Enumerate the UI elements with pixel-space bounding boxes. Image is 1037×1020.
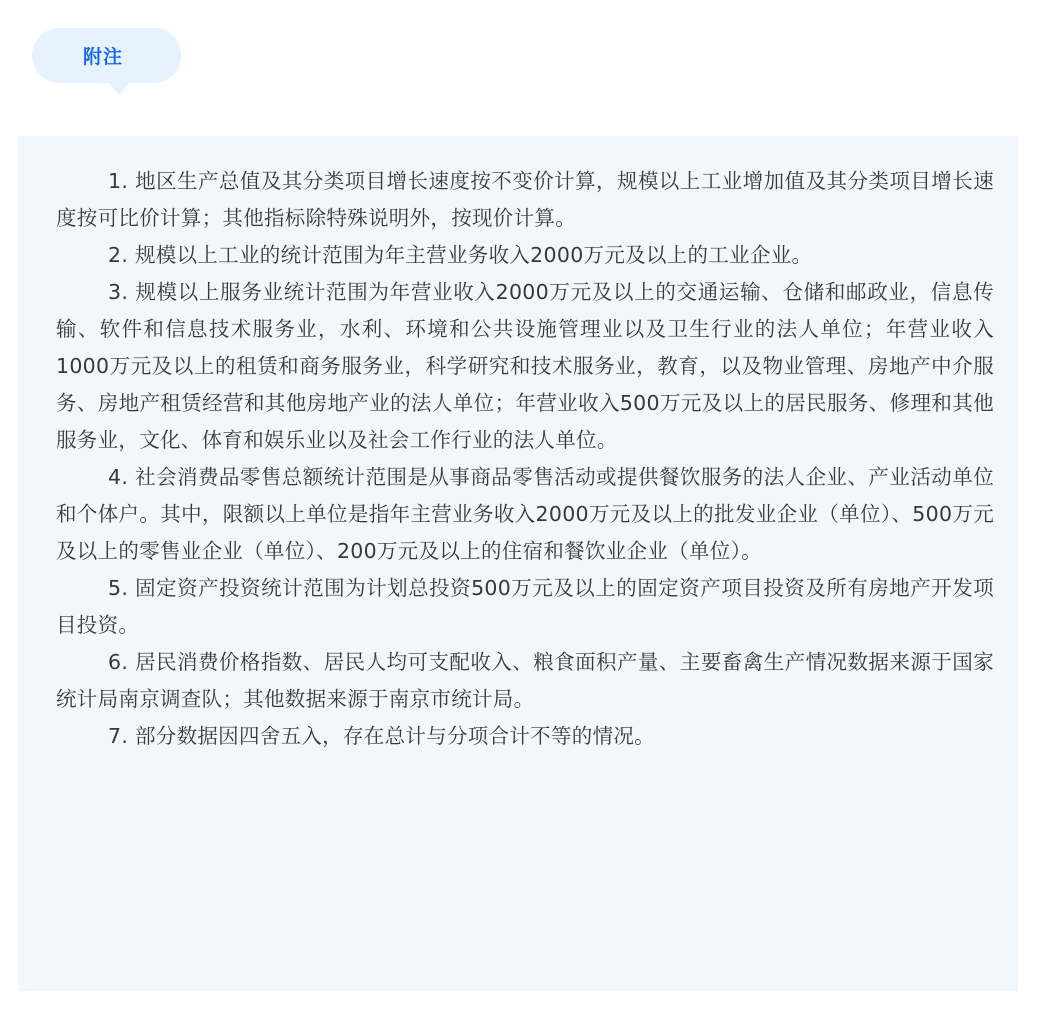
note-item-3: 3. 规模以上服务业统计范围为年营业收入2000万元及以上的交通运输、仓储和邮政业，信息传输、软件和信息技术服务业，水利、环境和公共设施管理业以及卫生行业的法人单位；年营业收入1000万元及以上的租赁和商务服务业，科学研究和技术服务业，教育，以及物业管理、房地产中介服务、房地产租赁经营和其他房地产业的法人单位；年营业收入500万元及以上的居民服务、修理和其他服务业，文化、体育和娱乐业以及社会工作行业的法人单位。 [56, 280, 994, 452]
notes-tag [32, 28, 181, 83]
note-item-6: 6. 居民消费价格指数、居民人均可支配收入、粮食面积产量、主要畜禽生产情况数据来源于国家统计局南京调查队；其他数据来源于南京市统计局。 [56, 650, 994, 711]
note-item-2: 2. 规模以上工业的统计范围为年主营业务收入2000万元及以上的工业企业。 [108, 243, 813, 267]
note-item-4: 4. 社会消费品零售总额统计范围是从事商品零售活动或提供餐饮服务的法人企业、产业活动单位和个体户。其中，限额以上单位是指年主营业务收入2000万元及以上的批发业企业（单位）、500万元及以上的零售业企业（单位）、200万元及以上的住宿和餐饮业企业（单位）。 [56, 465, 994, 563]
notes-box [18, 136, 1018, 991]
notes-tag-label: 附注 [83, 46, 124, 68]
notes-tag-pointer [108, 82, 130, 95]
note-item-1: 1. 地区生产总值及其分类项目增长速度按不变价计算，规模以上工业增加值及其分类项目增长速度按可比价计算；其他指标除特殊说明外，按现价计算。 [56, 169, 994, 230]
note-item-5: 5. 固定资产投资统计范围为计划总投资500万元及以上的固定资产项目投资及所有房地产开发项目投资。 [56, 576, 994, 637]
note-item-7: 7. 部分数据因四舍五入，存在总计与分项合计不等的情况。 [108, 724, 655, 748]
